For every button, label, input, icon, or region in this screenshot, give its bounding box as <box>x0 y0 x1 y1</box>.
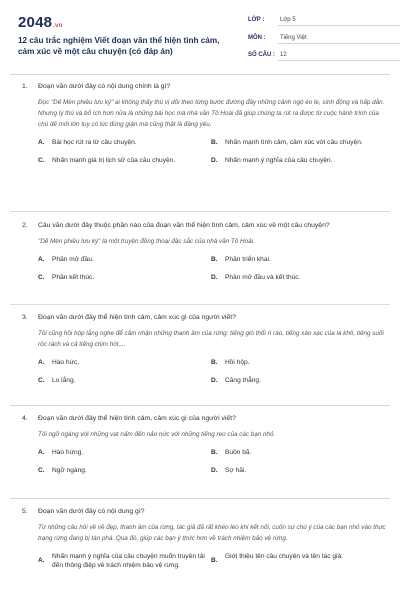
option-text: Nhấn mạnh tình cảm, cảm xúc với câu chuyện. <box>225 139 363 146</box>
option-c[interactable] <box>38 273 211 282</box>
option-letter: C. <box>38 467 45 474</box>
option-d[interactable] <box>211 376 390 385</box>
option-d[interactable] <box>211 273 390 282</box>
question-number: 4. <box>22 415 28 422</box>
option-a[interactable] <box>38 552 211 570</box>
question-passage: Từ những câu hỏi về về đẹp, thanh âm của rừng, tác giả đã rất khéo léo khi kết nối, cuốn sự chú ý của các bạn nhỏ vào thực trạng rừng đang bị tàn phá. Qua đó, giúp các bạn ý thức hơn về trách nhiệm bảo vệ rừng. <box>38 524 386 542</box>
question-passage: Tôi cũng hồi hộp lắng nghe để cảm nhận những thanh âm của rừng: tiếng gió thổi rì rào, tiếng xào xạc của lá khô, tiếng suối róc rách và cả tiếng chim hót,... <box>38 330 384 348</box>
options-grid <box>38 255 390 282</box>
option-b[interactable] <box>211 255 390 264</box>
option-text: Nhấn mạnh ý nghĩa của câu chuyện muốn truyền tải đến thông điệp về trách nhiệm bảo vệ rừng. <box>52 553 205 569</box>
option-d[interactable] <box>211 466 390 475</box>
question-block <box>10 313 390 406</box>
option-text: Phần kết thúc. <box>52 274 95 281</box>
document-header <box>18 14 382 66</box>
question-number: 3. <box>22 314 28 321</box>
option-a[interactable] <box>38 358 211 367</box>
option-letter: C. <box>38 274 45 281</box>
options-grid <box>38 448 390 475</box>
option-text: Hào hứng. <box>52 449 84 456</box>
meta-key: LỚP : <box>248 17 265 24</box>
question-line <box>10 82 390 91</box>
meta-key: SỐ CÂU : <box>248 52 275 59</box>
question-line <box>10 313 390 322</box>
option-letter: C. <box>38 377 45 384</box>
option-text: Căng thẳng. <box>225 377 261 384</box>
question-line <box>10 507 390 516</box>
meta-info <box>248 14 400 62</box>
meta-value: Tiếng Việt <box>278 32 400 44</box>
question-line <box>10 414 390 423</box>
option-text: Háo hức. <box>52 359 80 366</box>
meta-value: Lớp 5 <box>278 14 400 26</box>
option-text: Ngỡ ngàng. <box>52 467 87 474</box>
question-block <box>10 507 390 599</box>
option-letter: D. <box>211 274 218 281</box>
option-letter: B. <box>211 139 218 146</box>
option-text: Giới thiệu tên câu chuyện và tên tác giả. <box>225 553 343 560</box>
header-divider <box>10 74 390 75</box>
option-b[interactable] <box>211 138 390 147</box>
option-letter: A. <box>38 139 45 146</box>
option-letter: A. <box>38 256 45 263</box>
meta-row-subject <box>248 32 400 45</box>
option-c[interactable] <box>38 156 211 165</box>
question-text: Đoạn văn dưới đây có nội dung gì? <box>38 508 145 515</box>
option-letter: B. <box>211 557 218 564</box>
question-passage: Tôi ngỡ ngàng với những vạt nấm đến nảo nức với những tiếng reo của các bạn nhỏ. <box>38 431 276 438</box>
option-a[interactable] <box>38 138 211 147</box>
option-text: Lo lắng. <box>52 377 76 384</box>
option-letter: C. <box>38 157 45 164</box>
option-letter: D. <box>211 377 218 384</box>
option-text: Phần mở đầu. <box>52 256 94 263</box>
question-text: Đoạn văn dưới đây thể hiện tình cảm, cảm xúc gì của người viết? <box>38 314 236 321</box>
option-text: Nhấn mạnh giá trị lịch sử của câu chuyện. <box>52 157 176 164</box>
meta-row-grade <box>248 14 400 27</box>
option-b[interactable] <box>211 552 390 570</box>
question-line <box>10 221 390 230</box>
option-letter: D. <box>211 157 218 164</box>
question-block <box>10 82 390 212</box>
logo-main: 2048 <box>18 14 53 31</box>
option-a[interactable] <box>38 448 211 457</box>
option-c[interactable] <box>38 466 211 475</box>
site-logo[interactable] <box>18 14 62 31</box>
question-number: 2. <box>22 222 28 229</box>
options-grid <box>38 358 390 385</box>
option-text: Buồn bã. <box>225 449 252 456</box>
question-text: Đoạn văn dưới đây thể hiện tình cảm, cảm xúc gì của người viết? <box>38 415 236 422</box>
document-title: 12 câu trắc nghiệm Viết đoạn văn thể hiện tình cảm, cảm xúc về một câu chuyện (có đáp án) <box>18 36 220 56</box>
options-grid <box>38 138 390 165</box>
option-c[interactable] <box>38 376 211 385</box>
question-text: Câu văn dưới đây thuộc phần nào của đoạn văn thể hiện tình cảm, cảm xúc về một câu chuyện? <box>38 222 330 229</box>
meta-key: MÔN : <box>248 34 266 41</box>
option-b[interactable] <box>211 448 390 457</box>
option-letter: A. <box>38 449 45 456</box>
question-text: Đoạn văn dưới đây có nội dung chính là gì? <box>38 83 171 90</box>
meta-row-count <box>248 49 400 62</box>
meta-value: 12 <box>278 49 400 61</box>
option-text: Phần mở đầu và kết thúc. <box>225 274 301 281</box>
option-a[interactable] <box>38 255 211 264</box>
question-passage: "Dế Mèn phiêu lưu ký" là một truyện đồng thoại đặc sắc của nhà văn Tô Hoài. <box>38 238 255 245</box>
option-letter: D. <box>211 467 218 474</box>
option-letter: B. <box>211 256 218 263</box>
option-text: Hồi hộp. <box>225 359 250 366</box>
option-d[interactable] <box>211 156 390 165</box>
option-text: Bài học rút ra từ câu chuyện. <box>52 139 137 146</box>
question-number: 1. <box>22 83 28 90</box>
logo-suffix: .vn <box>53 23 63 29</box>
question-number: 5. <box>22 508 28 515</box>
option-text: Sợ hãi. <box>225 467 247 474</box>
question-passage: Đọc "Dế Mèn phiêu lưu ký" ai không thấy thú vị dõi theo từng bước đường đầy những cảnh ngộ éo le, sinh động và hấp dẫn. Nhưng lý thú và bổ ích hơn nữa là những bài học mà nhà văn Tô Hoài đã giúp chúng ta rút ra được từ cuộc hành trình của chú dế mới lớn tuy có lúc đúng giận mà cũng thật là đáng yêu. <box>38 99 385 128</box>
question-block <box>10 221 390 305</box>
question-block <box>10 414 390 499</box>
options-grid <box>38 552 390 570</box>
option-letter: B. <box>211 359 218 366</box>
option-text: Nhấn mạnh ý nghĩa của câu chuyện. <box>225 157 333 164</box>
option-b[interactable] <box>211 358 390 367</box>
option-letter: A. <box>38 359 45 366</box>
option-letter: B. <box>211 449 218 456</box>
option-text: Phần triển khai. <box>225 256 271 263</box>
option-letter: A. <box>38 557 45 564</box>
